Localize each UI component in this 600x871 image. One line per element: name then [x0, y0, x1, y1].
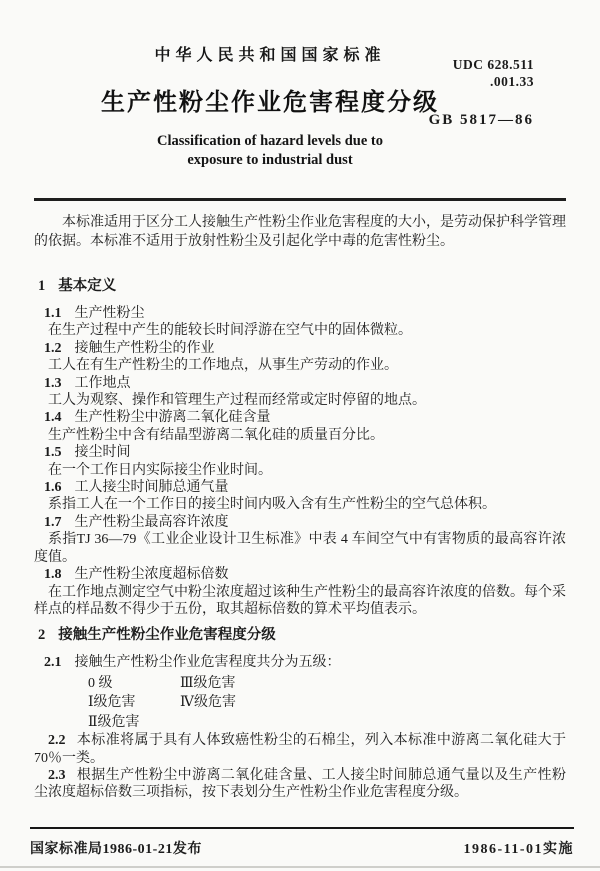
udc-number: [429, 56, 534, 90]
clause-1-6-body: 系指工人在一个工作日的接尘时间内吸入含有生产性粉尘的空气总体积。: [48, 497, 496, 513]
hazard-level-item: Ⅱ级危害: [88, 714, 140, 730]
document-title-en-line2: exposure to industrial dust: [187, 152, 353, 168]
clause-1-1-body: 在生产过程中产生的能较长时间浮游在空气中的固体微粒。: [48, 323, 412, 339]
clause-1-8-term: 生产性粉尘浓度超标倍数: [74, 567, 229, 583]
clause-2-3-text: 根据生产性粉尘中游离二氧化硅含量、工人接尘时间肺总通气量以及生产性粉尘浓度超标倍数三项指标，按下表划分生产性粉尘作业危害程度分级。: [34, 768, 566, 801]
section-2-title: 接触生产性粉尘作业危害程度分级: [58, 627, 276, 644]
udc-number-line1: UDC 628.511: [452, 57, 534, 72]
clause-1-2-body: 工人在有生产性粉尘的工作地点，从事生产劳动的作业。: [48, 358, 398, 374]
document-title-zh: 生产性粉尘作业危害程度分级: [101, 90, 439, 116]
clause-1-3-term: 工作地点: [74, 375, 131, 391]
section-2-heading: [34, 626, 566, 645]
clause-1-3-heading: [34, 375, 566, 392]
clause-1-2-heading: [34, 340, 566, 357]
clause-1-2-term: 接触生产性粉尘的作业: [74, 340, 215, 356]
clause-1-8-heading: [34, 566, 566, 583]
scope-paragraph: 本标准适用于区分工人接触生产性粉尘作业危害程度的大小，是劳动保护科学管理的依据。本标准不适用于放射性粉尘及引起化学中毒的危害性粉尘。: [34, 215, 566, 249]
clause-1-1-number: 1.1: [44, 306, 62, 321]
section-1-title: 基本定义: [58, 278, 117, 294]
footer-dates-row: [30, 838, 574, 858]
clause-1-7-number: 1.7: [44, 514, 62, 530]
issued-date: 国家标准局1986-01-21发布: [30, 842, 202, 857]
clause-2-3-number: 2.3: [48, 768, 66, 784]
clause-1-7-term: 生产性粉尘最高容许浓度: [74, 514, 229, 530]
clause-1-5-term: 接尘时间: [74, 445, 131, 461]
hazard-level-row: [88, 674, 566, 694]
section-1-number: 1: [38, 278, 46, 294]
clause-2-1-heading: [34, 654, 566, 671]
clause-1-6-number: 1.6: [44, 480, 62, 496]
clause-1-8-body: 在工作地点测定空气中粉尘浓度超过该种生产性粉尘的最高容许浓度的倍数。每个采样点的样品数不得少于五份，取其超标倍数的算术平均值表示。: [34, 584, 566, 617]
clause-1-4-body: 生产性粉尘中含有结晶型游离二氧化硅的质量百分比。: [48, 427, 384, 443]
footer-divider: [30, 827, 574, 829]
clause-1-1-heading: [34, 305, 566, 322]
clause-1-5-number: 1.5: [44, 445, 62, 461]
section-1-items: [34, 305, 566, 618]
document-footer: [30, 827, 574, 858]
header-divider: [34, 198, 566, 201]
document-header: [34, 0, 566, 170]
hazard-level-item: Ⅰ级危害: [88, 695, 136, 711]
section-1-heading: [34, 277, 566, 296]
clause-1-2-number: 1.2: [44, 340, 62, 356]
document-title-en-line1: Classification of hazard levels due to: [157, 133, 383, 149]
udc-number-line2: .001.33: [490, 74, 534, 89]
clause-2-1-number: 2.1: [44, 655, 62, 671]
clause-2-3-paragraph: [34, 767, 566, 802]
clause-1-6-heading: [34, 479, 566, 496]
hazard-level-item: [180, 713, 566, 733]
hazard-level-row: [88, 713, 566, 733]
clause-1-4-heading: [34, 409, 566, 426]
hazard-level-item: Ⅲ级危害: [180, 675, 236, 691]
clause-1-3-body: 工人为观察、操作和管理生产过程而经常或定时停留的地点。: [48, 393, 426, 409]
clause-2-2-number: 2.2: [48, 733, 66, 749]
clause-1-5-heading: [34, 444, 566, 461]
section-2-items: [34, 654, 566, 802]
scan-edge: [0, 866, 600, 868]
clause-1-4-term: 生产性粉尘中游离二氧化硅含量: [74, 410, 271, 426]
clause-1-6-term: 工人接尘时间肺总通气量: [74, 480, 229, 496]
standard-codes-block: [429, 56, 534, 129]
hazard-levels-list: [88, 674, 566, 733]
section-2-number: 2: [38, 627, 46, 644]
hazard-level-item: Ⅳ级危害: [180, 695, 236, 711]
clause-1-4-number: 1.4: [44, 410, 62, 426]
clause-1-5-body: 在一个工作日内实际接尘作业时间。: [48, 462, 272, 478]
standard-authority-label: 中华人民共和国国家标准: [154, 47, 386, 64]
clause-1-7-heading: [34, 514, 566, 531]
clause-2-2-text: 本标准将属于具有人体致癌性粉尘的石棉尘，列入本标准中游离二氧化硅大于70％一类。: [34, 733, 566, 766]
clause-1-8-number: 1.8: [44, 567, 62, 583]
clause-2-1-text: 接触生产性粉尘作业危害程度共分为五级：: [74, 655, 341, 671]
effective-date: 1986-11-01实施: [463, 842, 574, 857]
document-title-en: [34, 132, 506, 170]
clause-1-3-number: 1.3: [44, 375, 62, 391]
clause-1-1-term: 生产性粉尘: [74, 306, 145, 321]
standard-number: GB 5817—86: [428, 112, 534, 128]
clause-1-7-body: 系指TJ 36—79《工业企业设计卫生标准》中表 4 车间空气中有害物质的最高容许浓度值。: [34, 532, 566, 565]
hazard-level-item: 0 级: [88, 675, 113, 691]
hazard-level-row: [88, 693, 566, 713]
clause-2-2-paragraph: [34, 732, 566, 767]
